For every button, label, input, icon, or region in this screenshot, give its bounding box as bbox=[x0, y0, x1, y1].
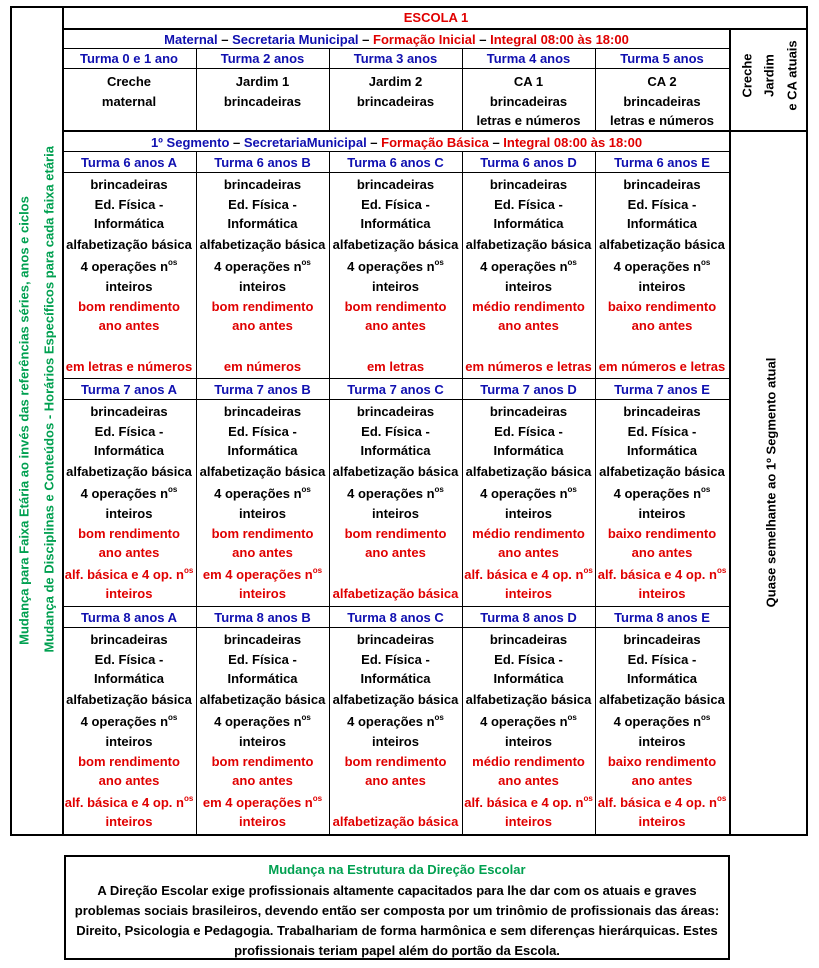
cell-extra-line1-sup: os bbox=[312, 565, 323, 575]
cell-line-operacoes-sup: os bbox=[301, 713, 311, 723]
cell-line-ed-fisica: Ed. Física - bbox=[94, 651, 164, 667]
cell-line-informatica: Informática bbox=[227, 443, 298, 459]
cell-rendimento: bom rendimento bbox=[78, 753, 180, 769]
maternal-cell-line: Jardim 1 bbox=[235, 74, 290, 89]
cell-line-alfabetizacao: alfabetização básica bbox=[332, 463, 459, 479]
cell-line-alfabetizacao: alfabetização básica bbox=[66, 236, 192, 252]
cell-line-inteiros: inteiros bbox=[505, 279, 552, 294]
cell-line-inteiros: inteiros bbox=[105, 506, 153, 521]
cell-line-operacoes bbox=[595, 259, 729, 274]
cell-line-inteiros: inteiros bbox=[505, 506, 552, 521]
cell-line-inteiros: inteiros bbox=[372, 734, 419, 749]
cell-ano-antes: ano antes bbox=[631, 318, 693, 334]
cell-line-brincadeiras: brincadeiras bbox=[90, 177, 168, 192]
cell-rendimento: bom rendimento bbox=[344, 298, 447, 314]
cell-line-operacoes bbox=[62, 486, 196, 501]
cell-line-operacoes-text: 4 operações n bbox=[347, 714, 435, 730]
maternal-turma-label: Turma 3 anos bbox=[353, 51, 438, 66]
cell-extra-line1-text: em 4 operações n bbox=[202, 794, 313, 810]
cell-line-ed-fisica: Ed. Física - bbox=[94, 423, 164, 439]
cell-line-informatica: Informática bbox=[626, 443, 698, 459]
cell-ano-antes: ano antes bbox=[365, 318, 426, 334]
maternal-cell-line: letras e números bbox=[609, 113, 715, 128]
cell-extra-line2: inteiros bbox=[239, 586, 286, 602]
cell-extra-line1-text: alf. básica e 4 op. n bbox=[64, 566, 184, 582]
maternal-cell-line: letras e números bbox=[476, 113, 581, 128]
cell-extra-line1-sup: os bbox=[583, 793, 593, 803]
cell-line-alfabetizacao: alfabetização básica bbox=[66, 691, 192, 707]
cell-line-operacoes-text: 4 operações n bbox=[613, 259, 702, 275]
cell-line-informatica: Informática bbox=[227, 671, 298, 687]
segment-turma-label: Turma 7 anos A bbox=[80, 382, 178, 397]
maternal-header-sep2: – bbox=[358, 32, 374, 47]
cell-extra-line1-sup: os bbox=[583, 565, 593, 575]
cell-line-inteiros: inteiros bbox=[239, 506, 286, 521]
cell-line-ed-fisica: Ed. Física - bbox=[361, 651, 430, 667]
right-label-ca-atuais: e CA atuais bbox=[784, 40, 800, 111]
cell-extra-line2: inteiros bbox=[638, 586, 686, 602]
left-label-disciplinas: Mudança de Disciplinas e Conteúdos - Horários Específicos para cada faixa etária bbox=[41, 146, 57, 653]
cell-line-operacoes-sup: os bbox=[567, 258, 577, 268]
cell-ano-antes: ano antes bbox=[232, 318, 293, 334]
cell-line-inteiros: inteiros bbox=[105, 279, 153, 294]
cell-line-operacoes-text: 4 operações n bbox=[347, 259, 435, 275]
cell-rendimento: bom rendimento bbox=[78, 525, 180, 541]
cell-ano-antes: ano antes bbox=[98, 318, 160, 334]
cell-line-alfabetizacao: alfabetização básica bbox=[465, 691, 592, 707]
cell-extra-line2: alfabetização básica bbox=[332, 586, 459, 602]
cell-line-operacoes-sup: os bbox=[701, 485, 711, 495]
cell-line-alfabetizacao: alfabetização básica bbox=[332, 236, 459, 252]
cell-line-operacoes-sup: os bbox=[701, 258, 711, 268]
cell-line-ed-fisica: Ed. Física - bbox=[627, 196, 697, 212]
cell-line-operacoes-text: 4 operações n bbox=[480, 486, 568, 502]
cell-line-alfabetizacao: alfabetização básica bbox=[66, 463, 192, 479]
cell-line-alfabetizacao: alfabetização básica bbox=[465, 236, 592, 252]
segment-header-divider bbox=[62, 151, 729, 152]
right-column-divider bbox=[729, 28, 731, 836]
cell-line-inteiros: inteiros bbox=[638, 734, 686, 749]
cell-extra-line1 bbox=[595, 567, 729, 582]
maternal-cell-line: Creche bbox=[106, 74, 152, 89]
cell-line-operacoes-text: 4 operações n bbox=[347, 486, 435, 502]
direction-text: A Direção Escolar exige profissionais altamente capacitados para lhe dar com os atuais e graves problemas sociais brasileiros, devendo então ser composta por um trinômio de profissionais das áreas: Direito, Psicologia e Pedagogia. Trabalhariam de forma harmônica e sem diferenças hierárquicas. Estes profissionais teriam papel além do portão da Escola. bbox=[74, 883, 720, 958]
segment-header-part3: Formação Básica bbox=[381, 135, 489, 150]
cell-line-operacoes-sup: os bbox=[567, 485, 577, 495]
cell-line-informatica: Informática bbox=[360, 216, 431, 232]
maternal-turma-label: Turma 0 e 1 ano bbox=[79, 51, 178, 66]
cell-line-brincadeiras: brincadeiras bbox=[223, 177, 302, 192]
cell-extra-line2: em números e letras bbox=[465, 359, 592, 375]
cell-extra-line2: em letras e números bbox=[65, 359, 193, 375]
cell-line-ed-fisica: Ed. Física - bbox=[627, 651, 697, 667]
cell-rendimento: médio rendimento bbox=[472, 753, 585, 769]
cell-line-operacoes-text: 4 operações n bbox=[214, 486, 302, 502]
segment-header-sep2: – bbox=[366, 135, 382, 150]
maternal-section-divider bbox=[62, 130, 808, 132]
cell-line-operacoes-sup: os bbox=[701, 713, 711, 723]
cell-line-informatica: Informática bbox=[493, 671, 564, 687]
cell-rendimento: bom rendimento bbox=[211, 298, 314, 314]
cell-rendimento: bom rendimento bbox=[344, 525, 447, 541]
cell-line-operacoes-text: 4 operações n bbox=[214, 259, 302, 275]
cell-line-inteiros: inteiros bbox=[638, 279, 686, 294]
cell-line-alfabetizacao: alfabetização básica bbox=[599, 463, 725, 479]
cell-line-operacoes-sup: os bbox=[168, 258, 178, 268]
cell-extra-line1-sup: os bbox=[183, 565, 194, 575]
cell-extra-line1-text: alf. básica e 4 op. n bbox=[464, 794, 584, 810]
cell-rendimento: bom rendimento bbox=[344, 753, 447, 769]
cell-line-informatica: Informática bbox=[493, 216, 564, 232]
segment-turma-label: Turma 8 anos C bbox=[347, 610, 444, 625]
cell-extra-line2: inteiros bbox=[505, 814, 552, 830]
cell-line-operacoes-sup: os bbox=[434, 258, 444, 268]
cell-rendimento: baixo rendimento bbox=[607, 525, 717, 541]
segment-turma-divider bbox=[62, 627, 729, 628]
cell-line-operacoes-text: 4 operações n bbox=[80, 486, 169, 502]
maternal-cell-line: Jardim 2 bbox=[368, 74, 423, 89]
cell-ano-antes: ano antes bbox=[498, 318, 559, 334]
cell-line-operacoes bbox=[196, 714, 329, 729]
cell-line-ed-fisica: Ed. Física - bbox=[494, 423, 563, 439]
cell-ano-antes: ano antes bbox=[98, 545, 160, 561]
cell-extra-line2: inteiros bbox=[505, 586, 552, 602]
segment-turma-label: Turma 8 anos D bbox=[480, 610, 577, 625]
cell-line-operacoes-sup: os bbox=[168, 485, 178, 495]
cell-line-operacoes bbox=[595, 714, 729, 729]
right-label-creche: Creche bbox=[739, 53, 755, 98]
cell-line-operacoes-sup: os bbox=[301, 258, 311, 268]
maternal-turma-label: Turma 4 anos bbox=[486, 51, 571, 66]
cell-line-brincadeiras: brincadeiras bbox=[489, 177, 568, 192]
maternal-header-part1: Maternal bbox=[164, 32, 218, 47]
maternal-header-sep3: – bbox=[475, 32, 491, 47]
cell-line-ed-fisica: Ed. Física - bbox=[94, 196, 164, 212]
cell-line-operacoes bbox=[62, 259, 196, 274]
maternal-turma-label: Turma 5 anos bbox=[620, 51, 704, 66]
cell-line-inteiros: inteiros bbox=[372, 279, 419, 294]
cell-extra-line1-sup: os bbox=[183, 793, 194, 803]
maternal-cell-line: brincadeiras bbox=[489, 93, 568, 109]
cell-line-operacoes bbox=[462, 486, 595, 501]
cell-extra-line2: em números e letras bbox=[598, 359, 726, 375]
segment-row-divider bbox=[62, 606, 729, 607]
right-label-segmento: Quase semelhante ao 1º Segmento atual bbox=[763, 357, 779, 608]
cell-rendimento: bom rendimento bbox=[211, 525, 314, 541]
cell-line-inteiros: inteiros bbox=[105, 734, 153, 749]
cell-line-inteiros: inteiros bbox=[239, 279, 286, 294]
cell-line-operacoes-sup: os bbox=[168, 713, 178, 723]
cell-extra-line1-sup: os bbox=[716, 793, 727, 803]
cell-extra-line2: inteiros bbox=[105, 586, 153, 602]
cell-extra-line1-sup: os bbox=[312, 793, 323, 803]
segment-turma-label: Turma 8 anos A bbox=[80, 610, 178, 625]
segment-turma-divider bbox=[62, 172, 729, 173]
cell-line-ed-fisica: Ed. Física - bbox=[228, 423, 297, 439]
cell-line-informatica: Informática bbox=[93, 443, 165, 459]
cell-line-informatica: Informática bbox=[227, 216, 298, 232]
cell-line-ed-fisica: Ed. Física - bbox=[228, 196, 297, 212]
cell-line-operacoes-text: 4 operações n bbox=[480, 714, 568, 730]
cell-ano-antes: ano antes bbox=[631, 545, 693, 561]
cell-line-operacoes-text: 4 operações n bbox=[613, 714, 702, 730]
cell-line-brincadeiras: brincadeiras bbox=[623, 632, 701, 647]
cell-line-operacoes bbox=[329, 486, 462, 501]
segment-turma-label: Turma 8 anos E bbox=[614, 610, 710, 625]
cell-extra-line2: em letras bbox=[366, 359, 425, 375]
cell-line-operacoes-text: 4 operações n bbox=[80, 259, 169, 275]
cell-extra-line2: em números bbox=[223, 359, 302, 375]
segment-header-part4: Integral 08:00 às 18:00 bbox=[503, 135, 643, 150]
cell-line-operacoes bbox=[462, 714, 595, 729]
title-row-divider bbox=[62, 28, 808, 30]
cell-line-operacoes-sup: os bbox=[567, 713, 577, 723]
segment-row-divider bbox=[62, 378, 729, 379]
maternal-turma-label: Turma 2 anos bbox=[220, 51, 305, 66]
cell-extra-line1 bbox=[462, 795, 595, 810]
segment-turma-label: Turma 7 anos D bbox=[480, 382, 577, 397]
cell-ano-antes: ano antes bbox=[232, 545, 293, 561]
cell-line-brincadeiras: brincadeiras bbox=[623, 177, 701, 192]
cell-line-informatica: Informática bbox=[360, 443, 431, 459]
segment-header bbox=[64, 135, 729, 150]
right-label-jardim: Jardim bbox=[761, 54, 777, 97]
cell-line-brincadeiras: brincadeiras bbox=[223, 632, 302, 647]
cell-line-brincadeiras: brincadeiras bbox=[90, 632, 168, 647]
segment-turma-label: Turma 8 anos B bbox=[214, 610, 311, 625]
cell-line-operacoes bbox=[595, 486, 729, 501]
cell-extra-line2: inteiros bbox=[105, 814, 153, 830]
cell-line-ed-fisica: Ed. Física - bbox=[228, 651, 297, 667]
cell-ano-antes: ano antes bbox=[631, 773, 693, 789]
maternal-cell-line: brincadeiras bbox=[356, 93, 435, 109]
cell-extra-line2: inteiros bbox=[239, 814, 286, 830]
cell-extra-line1 bbox=[62, 567, 196, 582]
segment-turma-divider bbox=[62, 399, 729, 400]
cell-line-ed-fisica: Ed. Física - bbox=[361, 196, 430, 212]
cell-rendimento: médio rendimento bbox=[472, 298, 585, 314]
cell-line-operacoes-sup: os bbox=[434, 485, 444, 495]
segment-turma-label: Turma 7 anos E bbox=[614, 382, 710, 397]
segment-turma-label: Turma 7 anos B bbox=[214, 382, 311, 397]
cell-rendimento: médio rendimento bbox=[472, 525, 585, 541]
segment-turma-label: Turma 6 anos B bbox=[214, 155, 311, 170]
cell-extra-line2: inteiros bbox=[638, 814, 686, 830]
maternal-header bbox=[64, 32, 729, 47]
cell-extra-line1 bbox=[595, 795, 729, 810]
cell-line-alfabetizacao: alfabetização básica bbox=[199, 691, 326, 707]
maternal-cell-line: brincadeiras bbox=[623, 93, 701, 109]
cell-extra-line1-sup: os bbox=[716, 565, 727, 575]
cell-line-alfabetizacao: alfabetização básica bbox=[199, 236, 326, 252]
cell-extra-line1 bbox=[196, 795, 329, 810]
maternal-header-part4: Integral 08:00 às 18:00 bbox=[490, 32, 629, 47]
cell-line-ed-fisica: Ed. Física - bbox=[494, 651, 563, 667]
cell-ano-antes: ano antes bbox=[232, 773, 293, 789]
cell-line-informatica: Informática bbox=[626, 671, 698, 687]
cell-line-informatica: Informática bbox=[626, 216, 698, 232]
cell-line-brincadeiras: brincadeiras bbox=[623, 404, 701, 419]
cell-line-brincadeiras: brincadeiras bbox=[356, 404, 435, 419]
cell-line-informatica: Informática bbox=[360, 671, 431, 687]
maternal-cell-line: CA 1 bbox=[513, 74, 544, 89]
cell-extra-line1-text: alf. básica e 4 op. n bbox=[64, 794, 184, 810]
cell-line-operacoes-text: 4 operações n bbox=[80, 714, 169, 730]
maternal-header-sep1: – bbox=[217, 32, 233, 47]
maternal-turma-divider bbox=[62, 68, 729, 69]
cell-line-ed-fisica: Ed. Física - bbox=[627, 423, 697, 439]
cell-rendimento: baixo rendimento bbox=[607, 753, 717, 769]
cell-line-informatica: Informática bbox=[493, 443, 564, 459]
segment-turma-label: Turma 6 anos A bbox=[80, 155, 178, 170]
cell-extra-line1 bbox=[62, 795, 196, 810]
cell-line-operacoes-sup: os bbox=[434, 713, 444, 723]
cell-extra-line1-text: alf. básica e 4 op. n bbox=[597, 566, 717, 582]
maternal-cell-line: brincadeiras bbox=[223, 93, 302, 109]
segment-turma-label: Turma 6 anos C bbox=[347, 155, 444, 170]
school-title: ESCOLA 1 bbox=[403, 10, 469, 25]
cell-extra-line2: alfabetização básica bbox=[332, 814, 459, 830]
cell-line-operacoes-text: 4 operações n bbox=[613, 486, 702, 502]
segment-header-sep3: – bbox=[488, 135, 504, 150]
cell-line-brincadeiras: brincadeiras bbox=[489, 404, 568, 419]
cell-line-brincadeiras: brincadeiras bbox=[223, 404, 302, 419]
cell-line-operacoes bbox=[62, 714, 196, 729]
cell-line-ed-fisica: Ed. Física - bbox=[494, 196, 563, 212]
cell-extra-line1-text: alf. básica e 4 op. n bbox=[597, 794, 717, 810]
cell-line-inteiros: inteiros bbox=[505, 734, 552, 749]
segment-header-part1: 1º Segmento bbox=[150, 135, 230, 150]
direction-title: Mudança na Estrutura da Direção Escolar bbox=[268, 862, 526, 877]
maternal-cell-line: maternal bbox=[101, 93, 157, 109]
cell-extra-line1 bbox=[196, 567, 329, 582]
cell-line-inteiros: inteiros bbox=[239, 734, 286, 749]
cell-line-alfabetizacao: alfabetização básica bbox=[465, 463, 592, 479]
cell-line-operacoes bbox=[462, 259, 595, 274]
cell-rendimento: baixo rendimento bbox=[607, 298, 717, 314]
cell-line-alfabetizacao: alfabetização básica bbox=[199, 463, 326, 479]
direction-box bbox=[64, 855, 730, 960]
maternal-header-part2: Secretaria Municipal bbox=[232, 32, 359, 47]
cell-ano-antes: ano antes bbox=[498, 545, 559, 561]
cell-line-operacoes bbox=[329, 259, 462, 274]
cell-line-inteiros: inteiros bbox=[372, 506, 419, 521]
cell-line-ed-fisica: Ed. Física - bbox=[361, 423, 430, 439]
cell-line-operacoes-text: 4 operações n bbox=[480, 259, 568, 275]
cell-ano-antes: ano antes bbox=[98, 773, 160, 789]
segment-turma-label: Turma 6 anos D bbox=[480, 155, 577, 170]
cell-extra-line1-text: alf. básica e 4 op. n bbox=[464, 566, 584, 582]
cell-line-alfabetizacao: alfabetização básica bbox=[332, 691, 459, 707]
cell-ano-antes: ano antes bbox=[365, 545, 426, 561]
cell-ano-antes: ano antes bbox=[365, 773, 426, 789]
cell-line-alfabetizacao: alfabetização básica bbox=[599, 691, 725, 707]
cell-line-brincadeiras: brincadeiras bbox=[356, 632, 435, 647]
cell-rendimento: bom rendimento bbox=[211, 753, 314, 769]
left-label-faixa-etaria: Mudança para Faixa Etária ao invés das referências séries, anos e ciclos bbox=[16, 196, 32, 645]
cell-line-brincadeiras: brincadeiras bbox=[90, 404, 168, 419]
cell-line-alfabetizacao: alfabetização básica bbox=[599, 236, 725, 252]
cell-line-informatica: Informática bbox=[93, 216, 165, 232]
cell-line-operacoes bbox=[329, 714, 462, 729]
maternal-header-divider bbox=[62, 48, 729, 49]
cell-line-inteiros: inteiros bbox=[638, 506, 686, 521]
cell-ano-antes: ano antes bbox=[498, 773, 559, 789]
cell-line-operacoes bbox=[196, 259, 329, 274]
segment-turma-label: Turma 6 anos E bbox=[614, 155, 710, 170]
cell-line-brincadeiras: brincadeiras bbox=[489, 632, 568, 647]
segment-header-part2: SecretariaMunicipal bbox=[243, 135, 367, 150]
cell-line-brincadeiras: brincadeiras bbox=[356, 177, 435, 192]
maternal-header-part3: Formação Inicial bbox=[373, 32, 476, 47]
cell-line-operacoes bbox=[196, 486, 329, 501]
segment-header-sep1: – bbox=[229, 135, 244, 150]
cell-line-informatica: Informática bbox=[93, 671, 165, 687]
cell-line-operacoes-sup: os bbox=[301, 485, 311, 495]
segment-turma-label: Turma 7 anos C bbox=[347, 382, 444, 397]
cell-line-operacoes-text: 4 operações n bbox=[214, 714, 302, 730]
cell-extra-line1-text: em 4 operações n bbox=[202, 566, 313, 582]
maternal-cell-line: CA 2 bbox=[647, 74, 677, 89]
cell-extra-line1 bbox=[462, 567, 595, 582]
cell-rendimento: bom rendimento bbox=[78, 298, 180, 314]
